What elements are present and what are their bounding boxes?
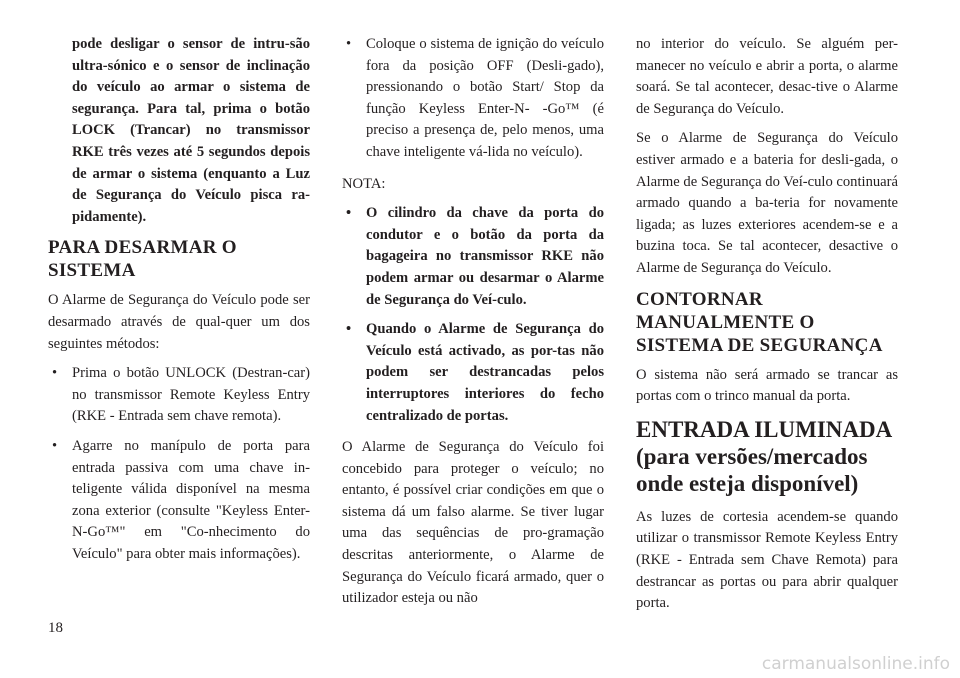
heading-desarmar: PARA DESARMAR O SISTEMA bbox=[48, 237, 237, 282]
courtesy-lights-paragraph: As luzes de cortesia acendem-se quando utilizar o transmissor Remote Keyless Entry (RKE - Entrada sem Chave Remota) para destrancar as portas ou para abrir qualquer porta. bbox=[636, 508, 898, 612]
heading-entrada-iluminada: ENTRADA ILUMINADA (para versões/mercados onde esteja disponível) bbox=[636, 416, 891, 496]
column-3 bbox=[636, 34, 898, 623]
note-item-text: O cilindro da chave da porta do condutor e o botão da porta da bagageira no transmissor RKE não podem armar ou desarmar o Alarme de Segurança do Veí-culo. bbox=[366, 205, 604, 308]
list-item bbox=[342, 319, 604, 427]
list-item bbox=[342, 34, 604, 164]
list-item-text: Prima o botão UNLOCK (Destran-car) no transmissor Remote Keyless Entry (RKE - Entrada sem chave remota). bbox=[72, 365, 310, 425]
list-item-text: Agarre no manípulo de porta para entrada passiva com uma chave in-teligente válida disponível na mesma zona exterior (consulte "Keyless Enter-N-Go™" em "Co-nhecimento do Veículo" para obter mais informações). bbox=[72, 437, 310, 562]
column-2 bbox=[342, 34, 604, 618]
list-item bbox=[48, 436, 310, 566]
paragraph-continued: no interior do veículo. Se alguém per-manecer no veículo e abrir a porta, o alarme soará. Se tal acontecer, desac-tive o Alarme de Segurança do Veículo. bbox=[636, 36, 898, 117]
bullet-icon: • bbox=[346, 205, 352, 222]
methods-list-continued bbox=[342, 34, 604, 164]
bullet-icon: • bbox=[346, 36, 352, 52]
column-1 bbox=[48, 34, 310, 575]
watermark: carmanualsonline.info bbox=[761, 654, 950, 674]
methods-list bbox=[48, 363, 310, 565]
bullet-icon: • bbox=[52, 365, 58, 382]
intro-paragraph: O Alarme de Segurança do Veículo pode ser desarmado através de qual-quer um dos seguintes métodos: bbox=[48, 292, 310, 352]
note-item-text: Quando o Alarme de Segurança do Veículo está activado, as por-tas não podem ser destrancadas pelos interruptores interiores do fecho centralizado de portas. bbox=[366, 321, 604, 424]
battery-paragraph: Se o Alarme de Segurança do Veículo estiver armado e a bateria for desli-gada, o Alarme de Segurança do Veí-culo continuará armado quando a ba-teria for novamente ligada; as luzes exteriores acendem-se e a buzina toca. Se tal acontecer, desactive o Alarme de Segurança do Veículo. bbox=[636, 130, 898, 276]
continued-bold-paragraph: pode desligar o sensor de intru-são ultra-sónico e o sensor de inclinação do veículo ao armar o sistema de segurança. Para tal, prima o botão LOCK (Trancar) no transmissor RKE três vezes até 5 segundos depois de armar o sistema (enquanto a Luz de Segurança do Veículo pisca ra-pidamente). bbox=[72, 36, 310, 225]
list-item bbox=[48, 363, 310, 428]
manual-lock-paragraph: O sistema não será armado se trancar as portas com o trinco manual da porta. bbox=[636, 366, 898, 405]
heading-contornar: CONTORNAR MANUALMENTE O SISTEMA DE SEGURANÇA bbox=[636, 288, 883, 356]
list-item-text: Coloque o sistema de ignição do veículo fora da posição OFF (Desli-gado), pressionando o botão Start/ Stop da função Keyless Enter-N- -Go™ (é preciso a presença de, pelo menos, uma chave inteligente vá-lida no veículo). bbox=[366, 36, 604, 160]
list-item bbox=[342, 203, 604, 311]
bullet-icon: • bbox=[52, 437, 58, 454]
note-list bbox=[342, 203, 604, 427]
note-label: NOTA: bbox=[342, 175, 386, 192]
false-alarm-paragraph: O Alarme de Segurança do Veículo foi concebido para proteger o veículo; no entanto, é possível criar condições em que o sistema dá um falso alarme. Se tiver lugar uma das sequências de pro-gramação descritas anteriormente, o Alarme de Segurança do Veículo ficará armado, quer o utilizador esteja ou não bbox=[342, 439, 604, 607]
page-number: 18 bbox=[48, 620, 63, 636]
bullet-icon: • bbox=[346, 321, 352, 338]
